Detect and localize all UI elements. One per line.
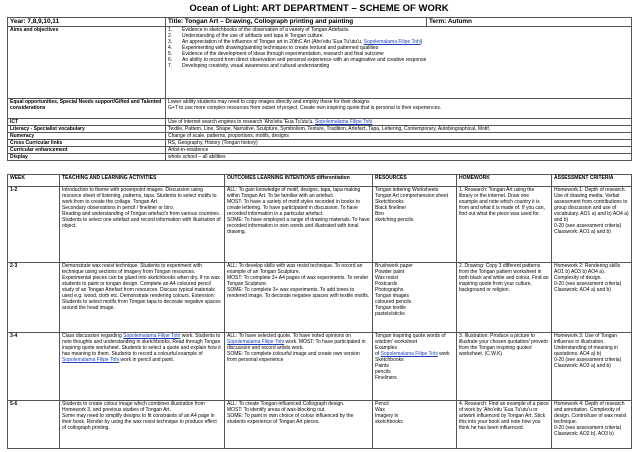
activities-cell: Introduction to theme with powerpoint images. Discussion using resource sheet of listening, patterns, tapa. Students to select motifs to work from to create the collage. Tongan Art Secondary observations in pencil / fineliner or biro. Reading and understanding of Tongan artefact's from various countries. Students to select one artefact and record information with illustration of object.	[60, 187, 225, 263]
artist-link[interactable]: Sopolemalama Filipe Tohi	[363, 39, 421, 45]
equal-opps-text: Lower ability students may need to copy images directly and employ these for their designs G+T to use more complex resources from outset of project. Create own inspiring quote that is personal to their experiences.	[166, 99, 632, 119]
outcomes-cell: ALL: To create Tongan-influenced Collograph design. MOST: To identify areas of wax-blocking out. SOME: To paint in own choice of colour influenced by the students experience of Tongan Art pieces.	[225, 401, 373, 449]
cross-curricular-text: RS, Geography, History (Tongan history)	[166, 140, 632, 147]
resources-cell: Brushwork paper Powder paint Wax resist Postcards Photographs Tongan images coloured pencils Tongan textile pastels/sticks	[373, 263, 457, 333]
aim-item: 2. Understanding of the use of artifacts and tapa in Tongan culture.	[168, 33, 324, 39]
col-header-homework: HOMEWORK	[457, 175, 552, 187]
equal-opps-label: Equal opportunities, Special Needs support/Gifted and Talented considerations	[8, 99, 166, 119]
aims-info-table	[7, 26, 632, 161]
aim-item: 3. An appreciation of the influence of Tongan art in 20thC Art (Aho'eitu 'Eua Tu'utu'u, Sopolemalama Filipe Tohi)	[168, 39, 423, 45]
aim-item: 4. Experimenting with drawing/painting techniques to create textural and patterned qualities	[168, 45, 379, 51]
artist-link[interactable]: Sopolemalama Filipe Tohi	[315, 119, 373, 125]
aim-item: 5. Evidence of the development of ideas through experimentation, research and final outcome	[168, 51, 384, 57]
homework-cell: 4. Research: Find an example of a piece of work by 'Aho'eitu 'Eua Tu'utu'u or artwork influenced by Tongan Art. Stick this into your book and note how you think he has been influenced.	[457, 401, 552, 449]
literacy-label: Literacy - Specialist vocabulary	[8, 126, 166, 133]
artist-link[interactable]: Sopolemalama Filipe Tohi	[227, 339, 285, 345]
week-cell: 5-6	[8, 401, 60, 449]
week-cell: 2-3	[8, 263, 60, 333]
artist-link[interactable]: Sopolemalama Filipe Tohi	[62, 357, 120, 363]
enhancement-text: Artist-in-residence	[166, 147, 632, 154]
table-row	[8, 187, 632, 263]
aims-list	[168, 27, 629, 69]
cross-curricular-label: Cross Curricular links	[8, 140, 166, 147]
activities-cell: Students to create colour image which combines illustration from Homework 3, and previous studies of Tongan Art. Some may need to simplify designs to fit constraints of an A4 page in their book. Render by using the wax resist technique to produce effect of collograph printing.	[60, 401, 225, 449]
assessment-cell: Homework 4: Depth of research and annotation. Complexity of design. Control/use of wax resist technique. 0-20 (see assessment criteria) Classwork: AO2 b), AO3 b)	[552, 401, 632, 449]
aim-item: 1. Evidence in sketchbooks of the observation of a variety of Tongan Artefacts.	[168, 27, 350, 33]
table-row	[8, 401, 632, 449]
col-header-week: WEEK	[8, 175, 60, 187]
outcomes-cell: ALL: To have selected quote. To have noted opinions on Sopolemalama Filipe Tohi work. MOST: To have participated in discussion and record artists work. SOME: To complete colourful image and create own version from personal experience	[225, 333, 373, 401]
col-header-outcomes: OUTCOMES LEARNING INTENTIONS differentiation	[225, 175, 373, 187]
assessment-cell: Homework 1: Depth of research. Use of drawing media. Verbal assessment from contributions to group discussion and use of vocabulary. AO1 a) and b) AO4 a) and b) 0-20 (see assessment criteria) Classwork: AO1 a) and b)	[552, 187, 632, 263]
ict-label: ICT	[8, 119, 166, 126]
outcomes-cell: ALL: To develop skills with wax resist technique. To record an example of an Tongan Sculpture. MOST: To complete 3+ A4 pages of wax experiments. To render Tongan Sculpture. SOME: To complete 3+ wax experiments. To add tones to rendered image. To decorate negative spaces with textile motifs.	[225, 263, 373, 333]
enhancement-label: Curricular enhancement	[8, 147, 166, 154]
weekly-plan-table	[7, 174, 632, 449]
table-row	[8, 263, 632, 333]
document-title: Ocean of Light: ART DEPARTMENT – SCHEME OF WORK	[189, 3, 449, 14]
table-row	[8, 333, 632, 401]
aim-item: 6. An ability to record from direct observation and personal experience with an imaginative and creative response	[168, 57, 427, 63]
aim-item: 7. Developing creativity, visual awareness and cultural understanding	[168, 63, 330, 69]
homework-cell: 3. Illustration: Produce a picture to illustrate your chosen quotation/ proverb from the Tongan inspiring quotes' worksheet. (C.W.K)	[457, 333, 552, 401]
title-cell: Title: Tongan Art – Drawing, Collograph printing and painting	[166, 18, 427, 27]
artist-link[interactable]: Sopolemalama Filipe Tohi	[380, 351, 438, 357]
week-cell: 3-4	[8, 333, 60, 401]
aims-label: Aims and objectives	[8, 27, 166, 99]
numeracy-text: Change of scale, patterns, proportions, motifs, designs	[166, 133, 632, 140]
resources-cell: Tongan inspiring quote words of wisdom' worksheet Examples of Sopolemalama Filipe Tohi work Sketchbooks Paints pencils Fineliners	[373, 333, 457, 401]
activities-cell: Class discussion regarding Sopolemalama Filipe Tohi work. Students to note thoughts and understanding in sketchbooks. Read through Tongan inspiring quote worksheet. Students to select a quote and explain how it has meaning to them. Students to record a colourful example of Sopolemalama Filipe Tohi work in pencil and paint.	[60, 333, 225, 401]
week-cell: 1-2	[8, 187, 60, 263]
homework-cell: 1. Research: Tongan Art using the library or the internet. Draw one example and note which country it is from and what it is made of. If you can, find out what the piece was used for.	[457, 187, 552, 263]
col-header-assessment: ASSESSMENT CRITERIA	[552, 175, 632, 187]
year-cell: Year: 7,8,9,10,11	[8, 18, 166, 27]
display-label: Display	[8, 154, 166, 161]
resources-cell: Tongan lettering Worksheets Tongan Art comprehension sheet Sketchbooks Black fineliner Biro sketching pencils.	[373, 187, 457, 263]
numeracy-label: Numeracy	[8, 133, 166, 140]
aims-list-cell	[166, 27, 632, 99]
activities-cell: Demonstrate wax resist technique. Students to experiment with technique using sections of imagery from Tongan resources. Experimental pieces can be glued into sketchbooks when dry. If no wax students to paint or tongan design. Complete an A4 coloured pencil study of an Tongan Artefact from resources. Discuss typical materials used e.g. wood, cloth etc. Demonstrate rendering colours. Extension: Students to select motifs from Tongan tapa to decorate negative spaces around the head image.	[60, 263, 225, 333]
assessment-cell: Homework 3: Use of Tongan influence in illustration. Understanding of meaning in quotations. AO4 a) b) 0-20 (see assessment criteria) Classwork: AO3 a) and b)	[552, 333, 632, 401]
col-header-resources: RESOURCES	[373, 175, 457, 187]
col-header-activities: TEACHING AND LEARNING ACTIVITIES	[60, 175, 225, 187]
term-cell: Term: Autumn	[427, 18, 632, 27]
literacy-text: Textile, Pattern, Line, Shape, Narrative, Sculpture, Symbolism, Texture, Tradition, Artefact, Tapa, Lettering, Contemporary, Autobiographical, Motif,	[166, 126, 632, 133]
artist-link[interactable]: Sopolemalama Filipe Tohi	[123, 333, 181, 339]
homework-cell: 2. Drawing: Copy 3 different patterns from the Tongan pattern worksheet in both black and white and colour. Find an inspiring quote from your culture, background or religion.	[457, 263, 552, 333]
assessment-cell: Homework 2: Rendering skills AO1 b) AO3 b) AO4 a). Complexity of design. 0-20 (see assessment criteria) Classwork: AO4 a) and b)	[552, 263, 632, 333]
display-text: whole school – all abilities	[166, 154, 632, 161]
ict-text: Use of internet search engines to research 'Aho'eitu 'Eua Tu'utu'u, Sopolemalama Filipe Tohi	[166, 119, 632, 126]
resources-cell: Pencil Wax Imagery in sketchbooks	[373, 401, 457, 449]
outcomes-cell: ALL: To gain knowledge of motif, designs, tapa, tapa making within Tongan Art. To be familiar with an artefact. MOST: To have a variety of motif styles recorded in books to create lettering. To have participated in discussion. To have recorded information in a particular artefact. SOME: To have employed a range of drawing materials. To have recorded information in own words and illustrated with tonal drawing.	[225, 187, 373, 263]
